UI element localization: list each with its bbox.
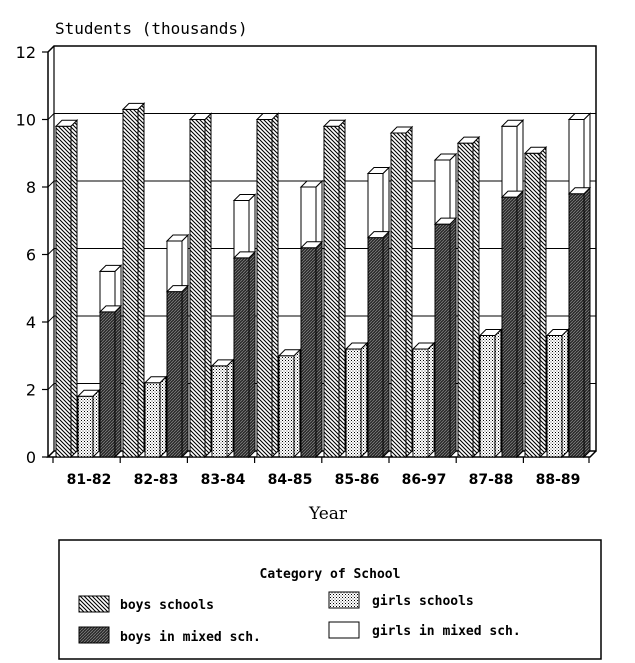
bar-boys-schools-87-88-front xyxy=(458,143,473,457)
y-axis xyxy=(16,43,48,467)
gridline-diag xyxy=(48,316,54,322)
bar-girls-schools-81-82-side xyxy=(93,390,99,457)
y-tick-label: 10 xyxy=(15,110,36,130)
bar-girls-schools-82-83 xyxy=(145,377,166,457)
gridline-diag xyxy=(48,384,54,390)
x-tick-label: 84-85 xyxy=(267,472,313,488)
bar-girls-schools-83-84-front xyxy=(212,366,227,457)
bar-girls-in-mixed-88-89-side xyxy=(584,114,590,194)
legend-label-girls-in-mixed: girls in mixed sch. xyxy=(372,624,521,639)
gridline-diag xyxy=(48,46,54,52)
y-tick-label: 4 xyxy=(25,313,36,332)
x-tick-label: 82-83 xyxy=(133,472,179,488)
bar-girls-schools-82-83-front xyxy=(145,383,160,457)
bar-boys-schools-87-88 xyxy=(458,137,479,457)
bar-boys-schools-86-97-front xyxy=(391,133,406,457)
bar-girls-in-mixed-84-85-side xyxy=(316,181,322,248)
bar-girls-in-mixed-88-89 xyxy=(569,114,590,194)
bar-girls-in-mixed-82-83 xyxy=(167,235,188,292)
bar-boys-schools-86-97 xyxy=(391,127,412,457)
bar-girls-schools-87-88-front xyxy=(480,336,495,458)
bar-girls-in-mixed-84-85 xyxy=(301,181,322,248)
bar-boys-in-mixed-87-88-side xyxy=(517,191,523,457)
bar-boys-in-mixed-81-82-front xyxy=(100,312,115,457)
bar-girls-in-mixed-81-82-side xyxy=(115,265,121,312)
legend-label-girls-schools: girls schools xyxy=(372,594,474,609)
bar-boys-schools-83-84-side xyxy=(205,114,211,458)
y-tick-label: 0 xyxy=(25,448,36,467)
bar-boys-in-mixed-85-86-side xyxy=(383,232,389,457)
y-tick-label: 2 xyxy=(25,380,36,400)
bar-boys-schools-83-84-front xyxy=(190,120,205,458)
bar-girls-in-mixed-86-97-side xyxy=(450,154,456,224)
bar-boys-schools-87-88-side xyxy=(473,137,479,457)
bar-boys-in-mixed-86-97-front xyxy=(435,224,450,457)
bar-girls-schools-85-86 xyxy=(346,343,367,457)
bar-boys-in-mixed-86-97 xyxy=(435,218,456,457)
bar-girls-schools-84-85-front xyxy=(279,356,294,457)
legend-swatch-girls-schools xyxy=(329,592,359,608)
gridline-diag xyxy=(48,114,54,120)
bar-girls-in-mixed-82-83-front xyxy=(167,241,182,292)
bar-boys-schools-88-89 xyxy=(525,147,546,457)
legend xyxy=(59,540,601,659)
bar-boys-in-mixed-83-84 xyxy=(234,252,255,457)
bar-boys-in-mixed-84-85-side xyxy=(316,242,322,457)
bar-girls-in-mixed-88-89-front xyxy=(569,120,584,194)
bar-girls-schools-85-86-side xyxy=(361,343,367,457)
bar-girls-schools-81-82 xyxy=(78,390,99,457)
bar-boys-schools-86-97-side xyxy=(406,127,412,457)
bar-girls-schools-88-89-front xyxy=(547,336,562,458)
bar-girls-in-mixed-86-97 xyxy=(435,154,456,224)
bar-girls-in-mixed-87-88 xyxy=(502,120,523,197)
bar-girls-in-mixed-83-84 xyxy=(234,195,255,258)
bar-boys-in-mixed-85-86 xyxy=(368,232,389,457)
bar-girls-in-mixed-83-84-side xyxy=(249,195,255,258)
bar-girls-in-mixed-84-85-front xyxy=(301,187,316,248)
gridline-diag xyxy=(48,249,54,255)
bar-girls-in-mixed-87-88-front xyxy=(502,126,517,197)
bar-boys-schools-85-86-side xyxy=(339,120,345,457)
bar-boys-schools-81-82-front xyxy=(56,126,71,457)
x-axis-label: Year xyxy=(308,504,348,524)
x-tick-label: 88-89 xyxy=(535,472,581,488)
bar-boys-in-mixed-81-82 xyxy=(100,306,121,457)
bar-boys-schools-85-86-front xyxy=(324,126,339,457)
bar-boys-in-mixed-82-83-front xyxy=(167,292,182,457)
bar-girls-in-mixed-85-86-side xyxy=(383,168,389,238)
legend-swatch-boys-schools xyxy=(79,596,109,612)
bar-boys-in-mixed-87-88 xyxy=(502,191,523,457)
bar-boys-schools-84-85-front xyxy=(257,120,272,458)
bar-boys-in-mixed-82-83-side xyxy=(182,286,188,457)
bar-boys-in-mixed-88-89-side xyxy=(584,188,590,457)
bar-girls-in-mixed-81-82 xyxy=(100,265,121,312)
y-tick-label: 8 xyxy=(25,178,36,197)
bar-boys-schools-82-83 xyxy=(123,103,144,457)
bar-boys-in-mixed-84-85 xyxy=(301,242,322,457)
bar-girls-schools-87-88 xyxy=(480,330,501,458)
bar-girls-schools-88-89-side xyxy=(562,330,568,458)
bar-boys-in-mixed-88-89-front xyxy=(569,194,584,457)
bar-girls-in-mixed-85-86-front xyxy=(368,174,383,238)
bars xyxy=(56,103,590,457)
bar-boys-schools-85-86 xyxy=(324,120,345,457)
bar-boys-schools-88-89-side xyxy=(540,147,546,457)
bar-boys-schools-83-84 xyxy=(190,114,211,458)
bar-girls-in-mixed-85-86 xyxy=(368,168,389,238)
bar-boys-schools-84-85-side xyxy=(272,114,278,458)
bar-girls-in-mixed-86-97-front xyxy=(435,160,450,224)
x-tick-label: 81-82 xyxy=(66,472,112,488)
bar-boys-in-mixed-81-82-side xyxy=(115,306,121,457)
legend-label-boys-schools: boys schools xyxy=(120,598,214,613)
x-tick-label: 85-86 xyxy=(334,472,380,488)
bar-boys-in-mixed-85-86-front xyxy=(368,238,383,457)
bar-girls-schools-87-88-side xyxy=(495,330,501,458)
x-tick-label: 83-84 xyxy=(200,472,246,488)
bar-boys-schools-88-89-front xyxy=(525,153,540,457)
bar-girls-schools-86-97-side xyxy=(428,343,434,457)
bar-girls-schools-81-82-front xyxy=(78,396,93,457)
y-tick-label: 12 xyxy=(15,43,36,62)
bar-girls-schools-86-97 xyxy=(413,343,434,457)
chart-title: Students (thousands) xyxy=(55,19,248,38)
legend-title: Category of School xyxy=(259,567,401,582)
bar-girls-schools-88-89 xyxy=(547,330,568,458)
legend-swatch-boys-in-mixed xyxy=(79,627,109,643)
bar-girls-in-mixed-82-83-side xyxy=(182,235,188,292)
bar-boys-in-mixed-82-83 xyxy=(167,286,188,457)
x-axis xyxy=(53,457,589,488)
bar-boys-in-mixed-84-85-front xyxy=(301,248,316,457)
bar-girls-in-mixed-87-88-side xyxy=(517,120,523,197)
bar-boys-schools-81-82-side xyxy=(71,120,77,457)
bar-boys-in-mixed-88-89 xyxy=(569,188,590,457)
x-tick-label: 87-88 xyxy=(468,472,514,488)
legend-label-boys-in-mixed: boys in mixed sch. xyxy=(120,630,261,645)
bar-girls-schools-84-85 xyxy=(279,350,300,457)
bar-boys-in-mixed-83-84-front xyxy=(234,258,249,457)
bar-boys-in-mixed-86-97-side xyxy=(450,218,456,457)
bar-boys-in-mixed-87-88-front xyxy=(502,197,517,457)
x-tick-label: 86-97 xyxy=(401,472,447,488)
bar-girls-in-mixed-83-84-front xyxy=(234,201,249,258)
y-tick-label: 6 xyxy=(25,245,36,265)
bar-girls-schools-84-85-side xyxy=(294,350,300,457)
legend-swatch-girls-in-mixed xyxy=(329,622,359,638)
bar-girls-schools-83-84 xyxy=(212,360,233,457)
bar-girls-schools-85-86-front xyxy=(346,349,361,457)
bar-boys-schools-81-82 xyxy=(56,120,77,457)
bar-girls-schools-82-83-side xyxy=(160,377,166,457)
bar-boys-schools-82-83-front xyxy=(123,109,138,457)
bar-boys-schools-84-85 xyxy=(257,114,278,458)
bar-girls-schools-86-97-front xyxy=(413,349,428,457)
bar-girls-schools-83-84-side xyxy=(227,360,233,457)
bar-boys-in-mixed-83-84-side xyxy=(249,252,255,457)
gridline-diag xyxy=(48,181,54,187)
bar-boys-schools-82-83-side xyxy=(138,103,144,457)
